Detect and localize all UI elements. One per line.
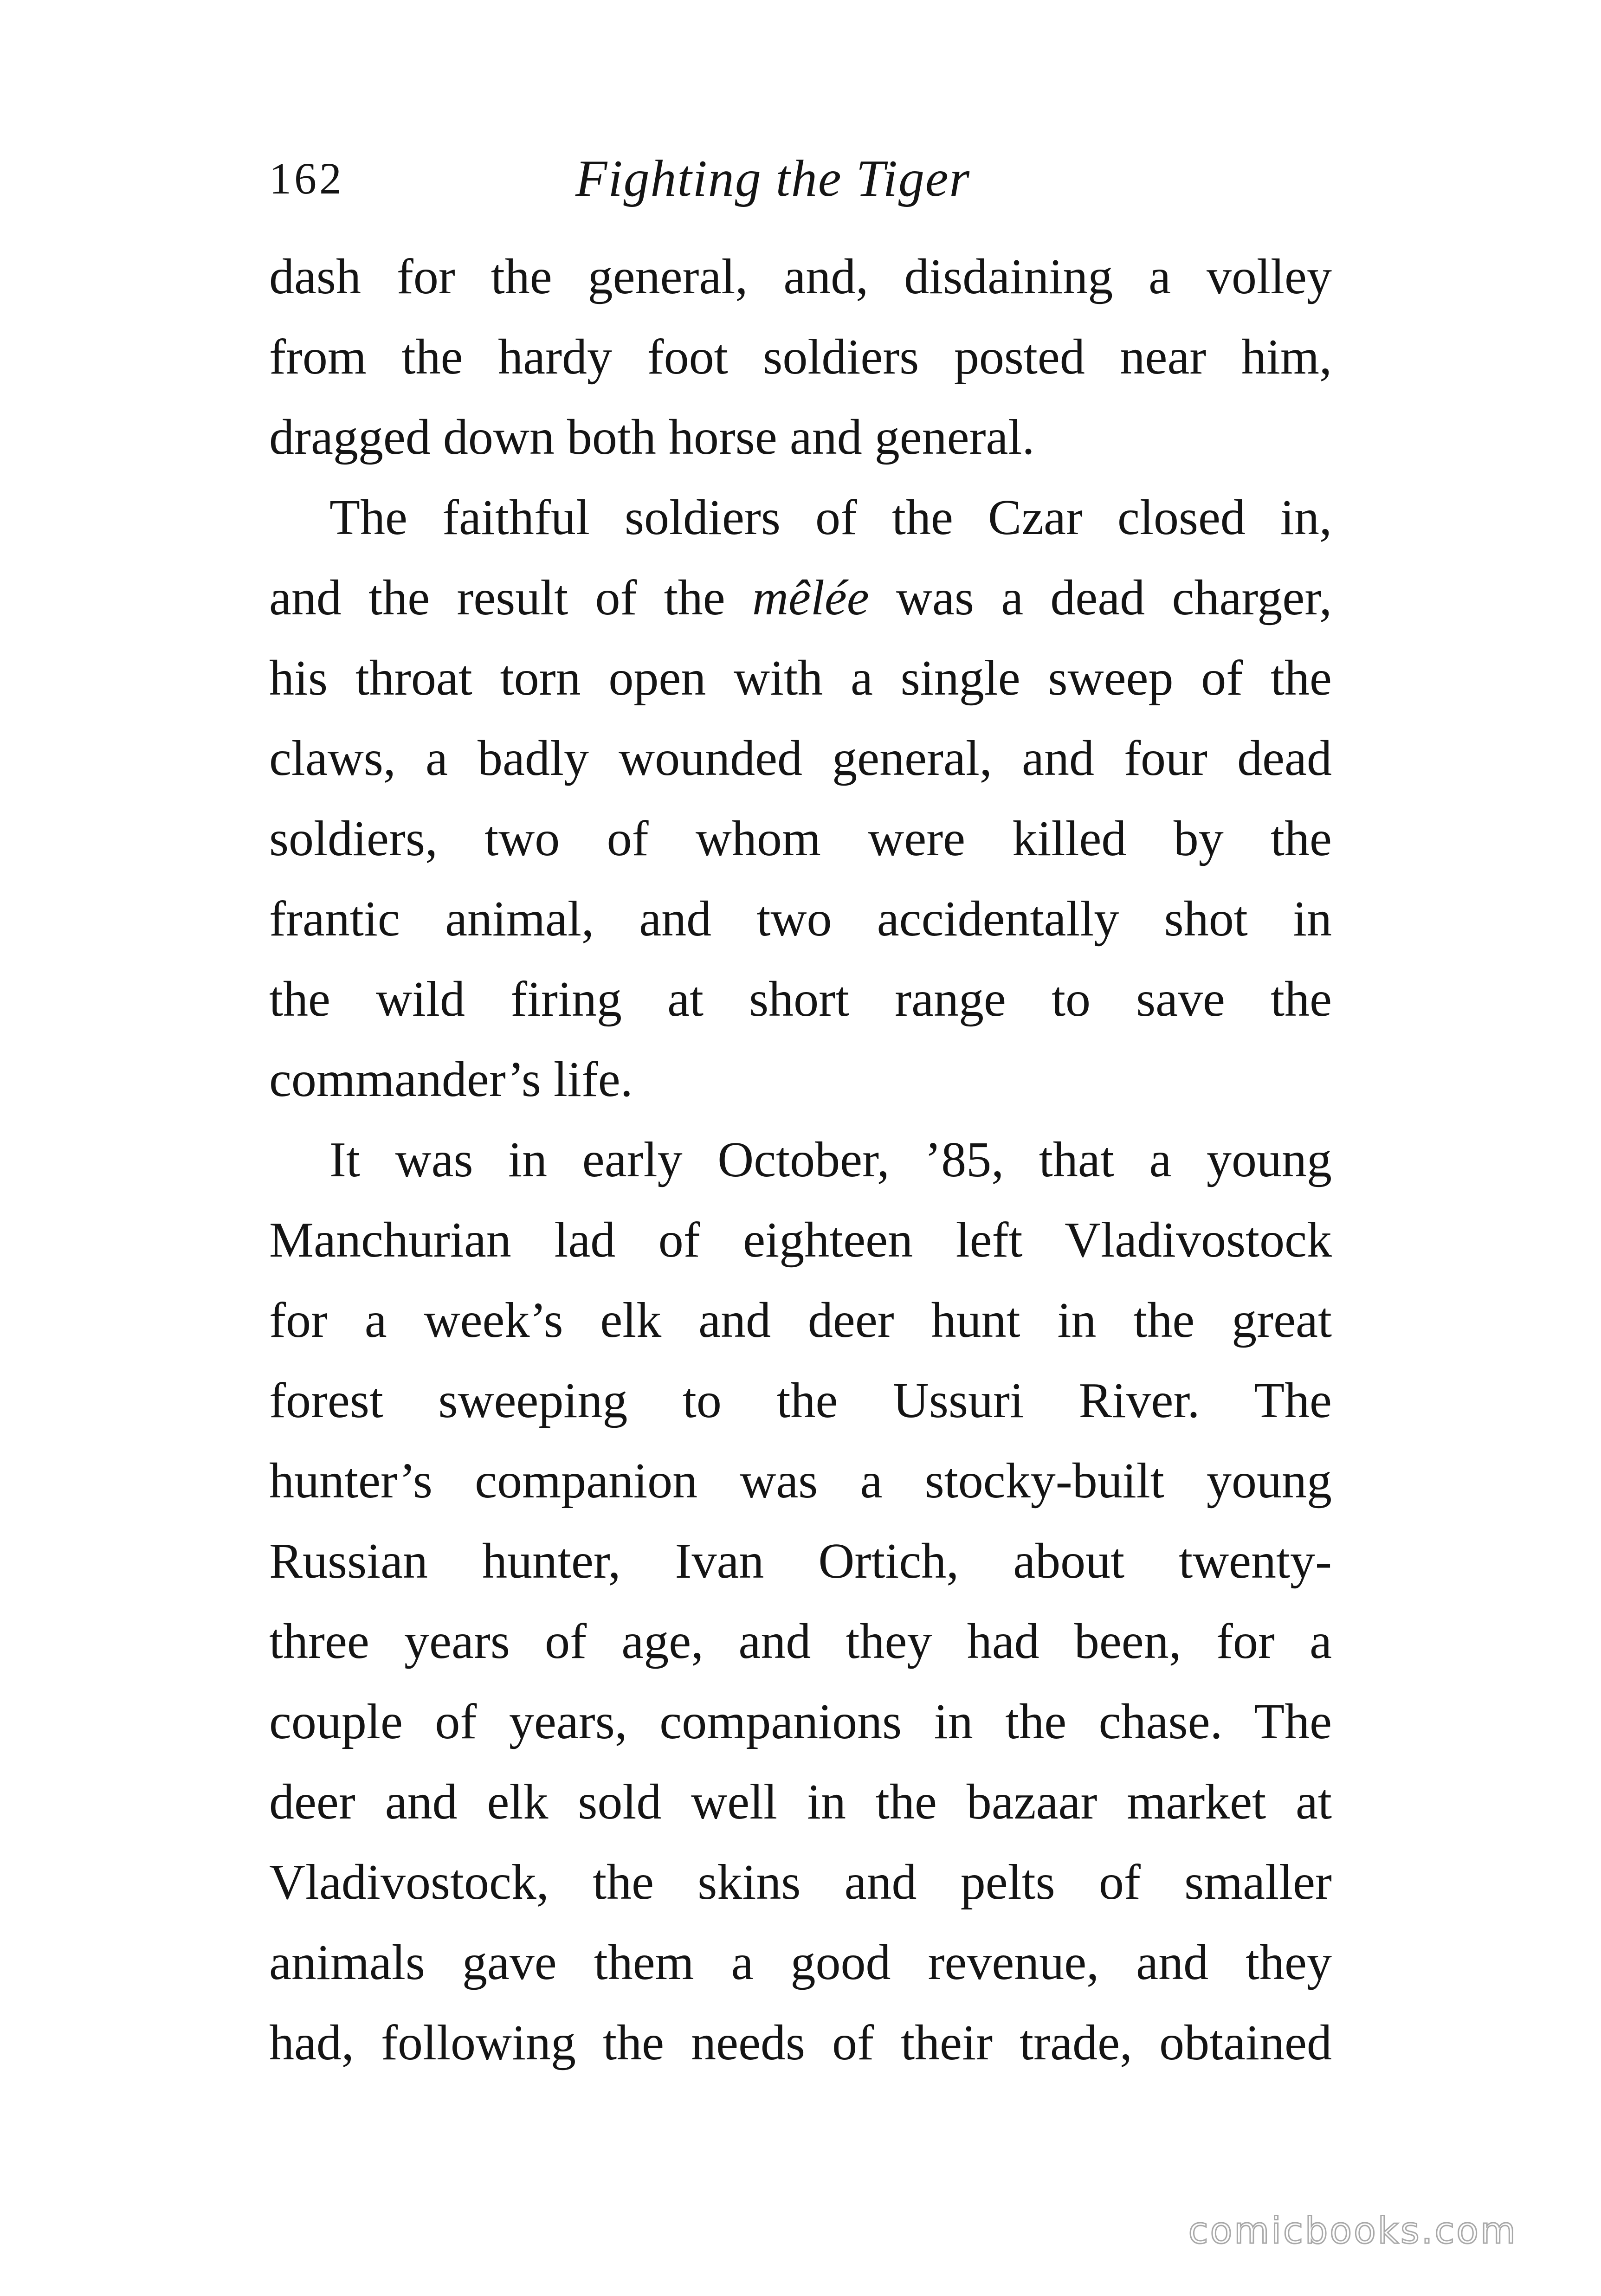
text-fragment: and the result of the xyxy=(269,570,752,626)
text-line: Russian hunter, Ivan Ortich, about twenty- xyxy=(269,1534,1332,1589)
text-line: forest sweeping to the Ussuri River. The xyxy=(269,1373,1332,1428)
text-line: deer and elk sold well in the bazaar market at xyxy=(269,1774,1332,1830)
text-line: hunter’s companion was a stocky-built young xyxy=(269,1453,1332,1509)
text-line: Vladivostock, the skins and pelts of smaller xyxy=(269,1855,1332,1910)
text-line: claws, a badly wounded general, and four dead xyxy=(269,731,1332,786)
text-line: the wild firing at short range to save the xyxy=(269,972,1332,1027)
text-line: frantic animal, and two accidentally shot in xyxy=(269,891,1332,947)
text-line: dragged down both horse and general. xyxy=(269,410,1035,465)
text-line: animals gave them a good revenue, and they xyxy=(269,1935,1332,1990)
page-number: 162 xyxy=(269,154,344,203)
text-line: It was in early October, ’85, that a young xyxy=(329,1132,1332,1187)
text-fragment: was a dead charger, xyxy=(869,570,1332,626)
text-line: commander’s life. xyxy=(269,1052,633,1107)
text-line: dash for the general, and, disdaining a volley xyxy=(269,249,1332,304)
text-line: three years of age, and they had been, for a xyxy=(269,1614,1332,1669)
text-line: soldiers, two of whom were killed by the xyxy=(269,811,1332,866)
text-line-with-italic xyxy=(269,558,1332,638)
text-line: his throat torn open with a single sweep of the xyxy=(269,651,1332,706)
text-line: for a week’s elk and deer hunt in the great xyxy=(269,1293,1332,1348)
running-title: Fighting the Tiger xyxy=(575,150,971,207)
body-text xyxy=(269,237,1332,2083)
text-line: from the hardy foot soldiers posted near him, xyxy=(269,329,1332,385)
text-line: couple of years, companions in the chase. The xyxy=(269,1694,1332,1749)
italic-word: mêlée xyxy=(752,570,869,626)
running-head xyxy=(269,139,1332,218)
watermark-logo: comicbooks.com xyxy=(1188,2210,1517,2252)
text-line: The faithful soldiers of the Czar closed in, xyxy=(329,490,1332,545)
text-line: had, following the needs of their trade, obtained xyxy=(269,2015,1332,2070)
text-line: Manchurian lad of eighteen left Vladivostock xyxy=(269,1212,1332,1268)
